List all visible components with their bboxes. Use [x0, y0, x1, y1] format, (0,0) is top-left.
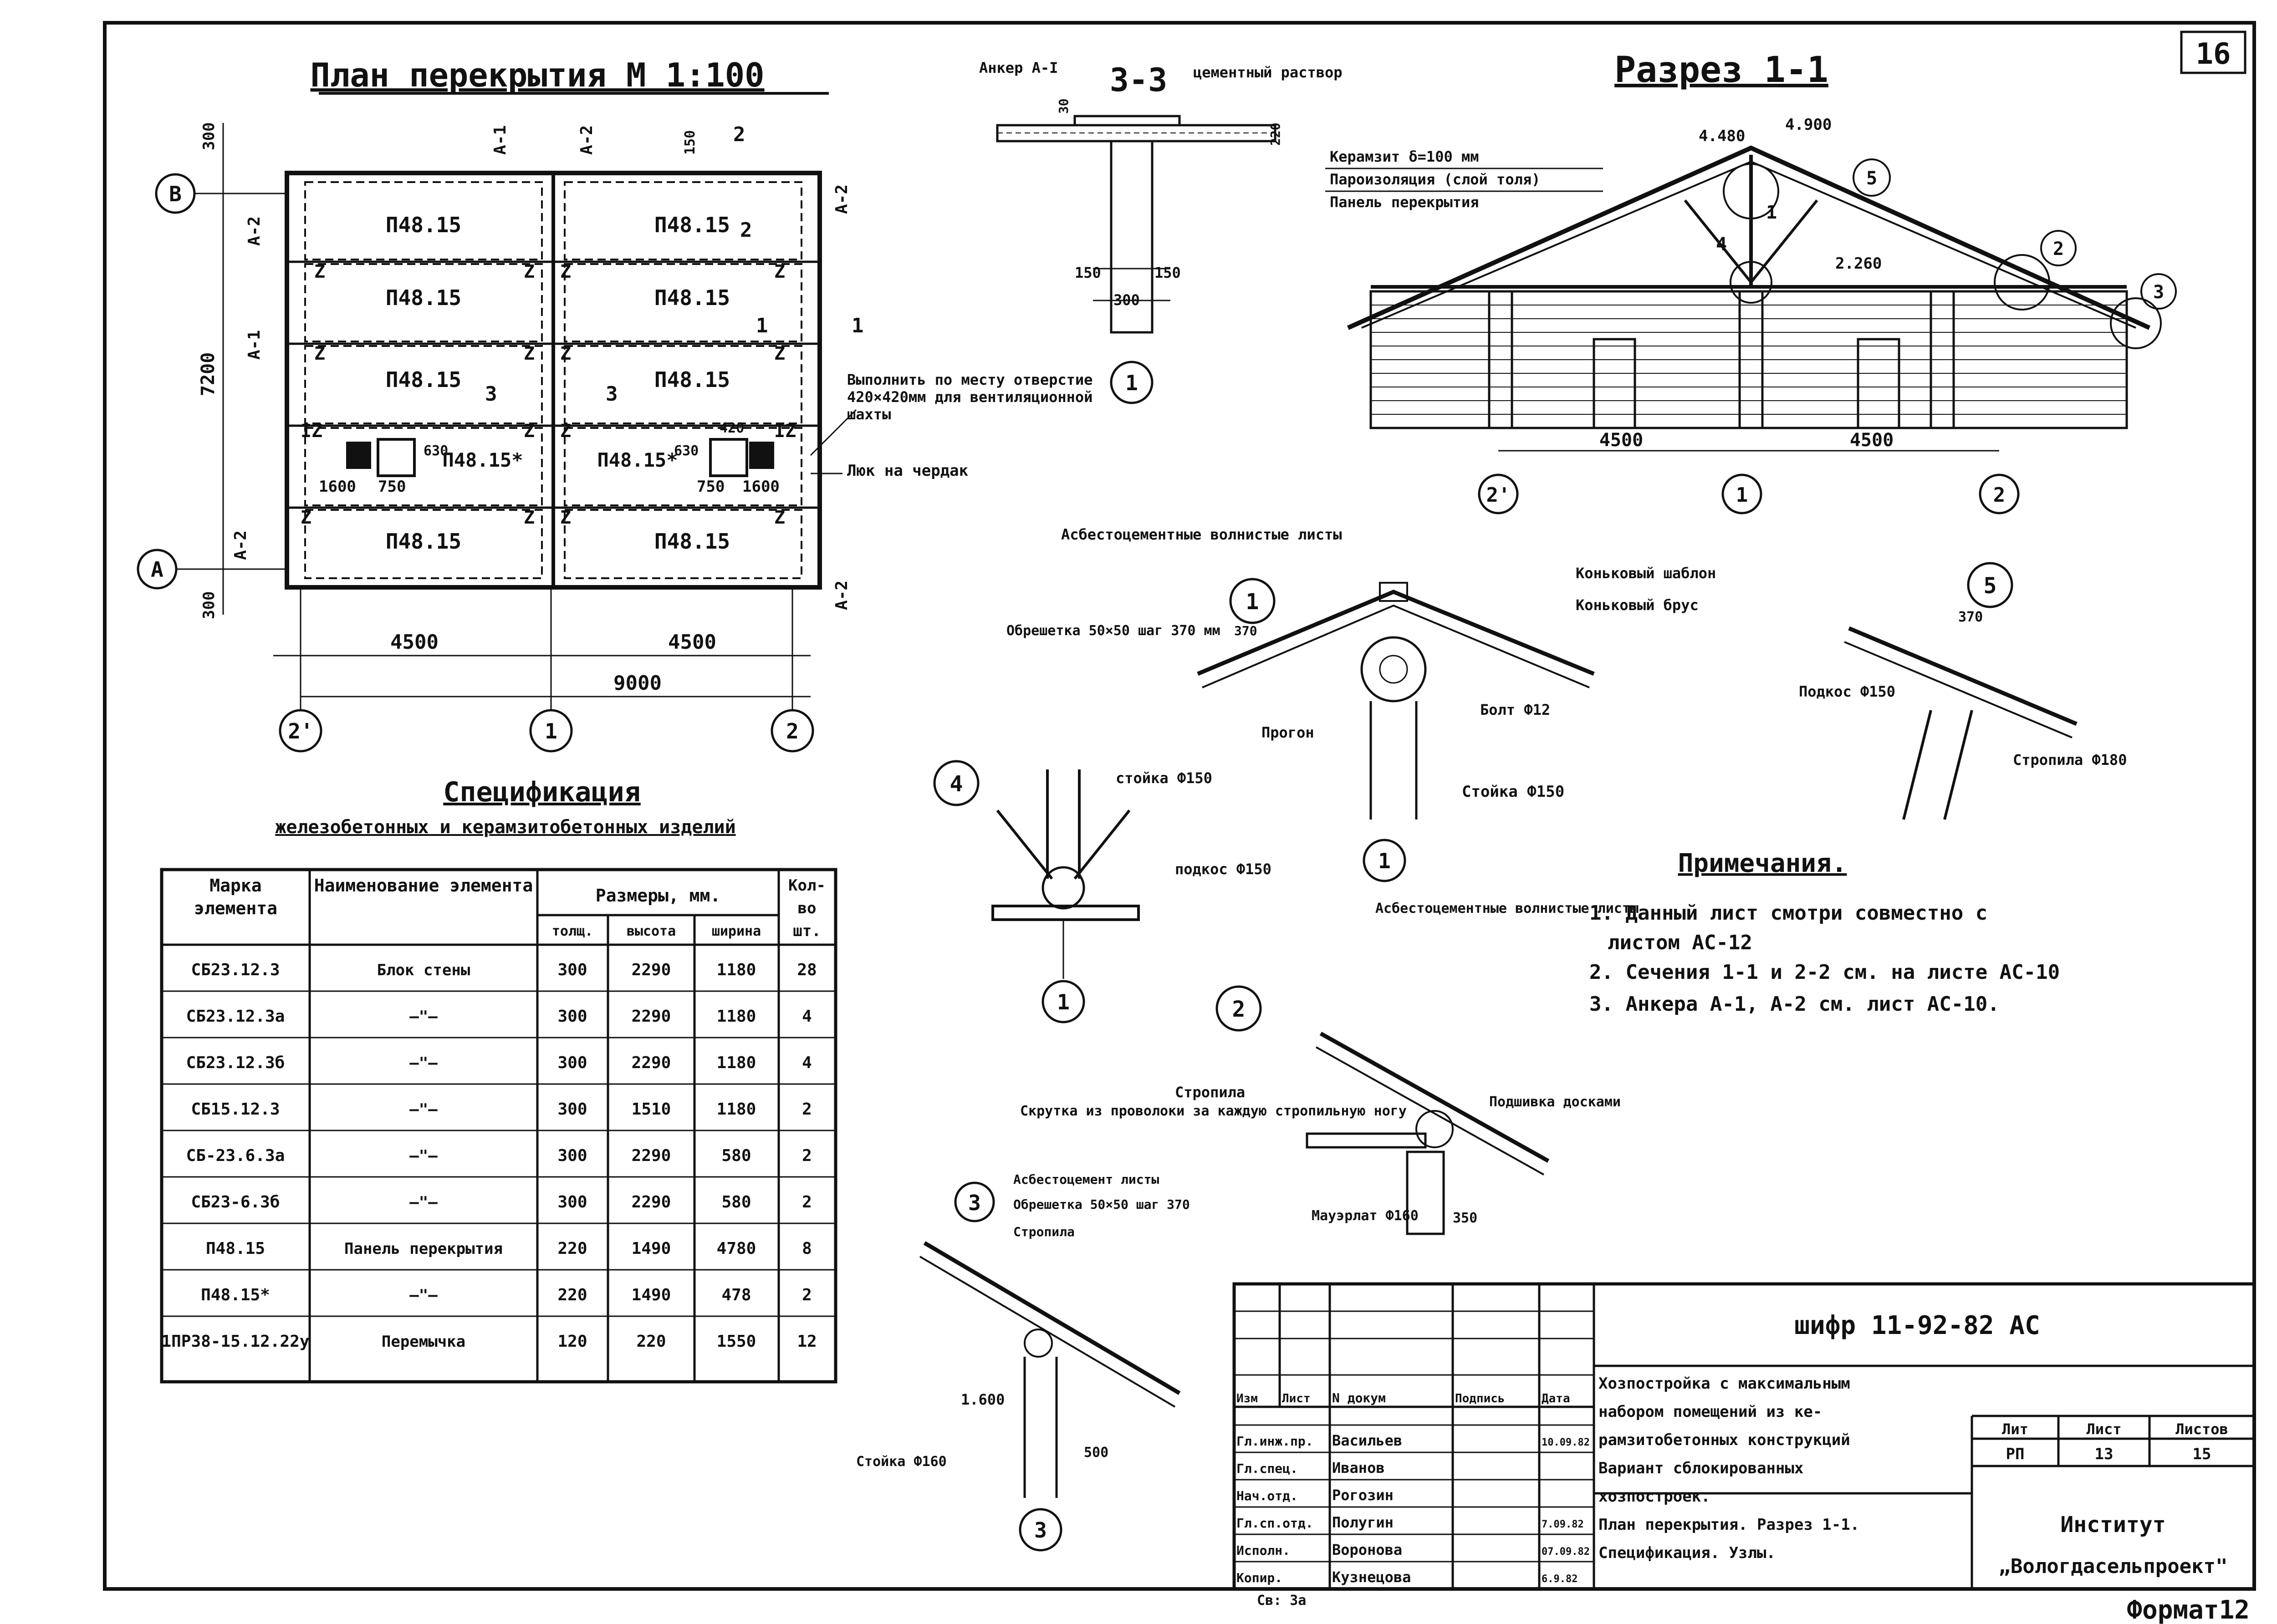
- node1-label: Стойка Ф150: [1462, 783, 1565, 801]
- spec-cell-width: 1180: [716, 961, 756, 979]
- spec-header-mark: Марка элемента: [194, 876, 278, 918]
- floor-plan: [138, 56, 1129, 751]
- stamp-role: Гл.сп.отд.: [1236, 1516, 1313, 1531]
- node-number: 5: [1983, 573, 1997, 599]
- spec-cell-height: 2290: [631, 1007, 671, 1026]
- notes: [1589, 849, 2060, 1016]
- section-mark: А-2: [832, 580, 851, 610]
- panel-label: П48.15: [654, 367, 730, 392]
- dim-label: 4500: [1849, 430, 1894, 451]
- axis-label: 1: [1057, 990, 1070, 1014]
- dim-label: 300: [200, 122, 218, 150]
- axis-label: 1: [1125, 371, 1138, 395]
- spec-cell-width: 478: [721, 1286, 751, 1304]
- spec-cell-qty: 2: [802, 1100, 812, 1119]
- dim-label: 370: [1958, 609, 1983, 625]
- spec-cell-name: —"—: [409, 1054, 438, 1072]
- section-mark: А-2: [245, 216, 264, 246]
- spec-header-dims: Размеры, мм.: [595, 886, 721, 906]
- spec-cell-thick: 300: [557, 1146, 587, 1165]
- spec-table: [162, 870, 836, 1382]
- node-1: [1006, 526, 1716, 881]
- stamp-name: Воронова: [1332, 1541, 1403, 1558]
- svg-text:Z: Z: [774, 507, 786, 528]
- spec-cell-name: Панель перекрытия: [344, 1240, 503, 1258]
- stamp-lit-header: Лит: [2002, 1420, 2028, 1438]
- dim-label: 300: [1113, 291, 1140, 309]
- spec-header-width: ширина: [711, 923, 761, 939]
- stamp-role: Исполн.: [1236, 1543, 1291, 1558]
- spec-cell-mark: П48.15*: [201, 1286, 270, 1304]
- axis-label: 2: [1993, 484, 2006, 507]
- spec-cell-width: 1180: [716, 1100, 756, 1119]
- dim-label: 220: [1268, 122, 1283, 146]
- svg-text:Z: Z: [560, 261, 572, 282]
- spec-cell-name: —"—: [409, 1147, 438, 1165]
- spec-cell-name: —"—: [409, 1286, 438, 1304]
- node-5: [1799, 563, 2127, 820]
- specification: [161, 776, 836, 1382]
- svg-text:Z: Z: [301, 507, 312, 528]
- spec-cell-qty: 2: [802, 1286, 812, 1304]
- vent-note: Выполнить по месту отверстие 420×420мм для вентиляционной шахты: [847, 371, 1093, 423]
- stamp-checked: Св: За: [1257, 1593, 1307, 1609]
- dim-label: 4500: [390, 631, 439, 654]
- section-mark: А-1: [245, 330, 264, 360]
- spec-cell-mark: СБ23.12.3а: [186, 1007, 285, 1026]
- panel-label: П48.15: [385, 285, 462, 310]
- plan-title: План перекрытия М 1:100: [310, 56, 765, 94]
- stamp-col: Подпись: [1455, 1392, 1505, 1405]
- node2-label: Скрутка из проволоки за каждую стропильную ногу: [1020, 1103, 1407, 1119]
- spec-cell-height: 2290: [631, 961, 671, 979]
- stamp-org: Институт: [2060, 1512, 2166, 1537]
- spec-cell-name: —"—: [409, 1193, 438, 1212]
- title-block: [1234, 1284, 2254, 1609]
- dim-label: 150: [1154, 264, 1181, 281]
- razrez-layer: Пароизоляция (слой толя): [1330, 171, 1541, 188]
- svg-text:Z: Z: [314, 343, 326, 364]
- svg-text:Z: Z: [560, 421, 572, 442]
- dim-label: 370: [1234, 623, 1257, 638]
- spec-cell-name: —"—: [409, 1008, 438, 1026]
- spec-cell-mark: 1ПР38-15.12.22у: [161, 1332, 310, 1351]
- node2-label: Подшивка досками: [1489, 1094, 1621, 1110]
- spec-cell-qty: 4: [802, 1007, 812, 1026]
- vent-opening: [346, 442, 371, 469]
- svg-text:Z: Z: [524, 507, 535, 528]
- svg-text:Z: Z: [560, 343, 572, 364]
- spec-cell-width: 580: [721, 1146, 751, 1165]
- spec-cell-height: 220: [636, 1332, 666, 1351]
- spec-cell-thick: 220: [557, 1239, 587, 1258]
- callout-label: 4: [1715, 234, 1727, 255]
- axis-label: В: [169, 182, 182, 206]
- node-3: [856, 1172, 1190, 1550]
- panel-label: П48.15: [654, 529, 730, 554]
- node1-label: Коньковый шаблон: [1576, 565, 1716, 582]
- spec-cell-thick: 120: [557, 1332, 587, 1351]
- spec-cell-name: —"—: [409, 1100, 438, 1119]
- stamp-name: Васильев: [1332, 1432, 1403, 1449]
- stamp-date: 07.09.82: [1542, 1546, 1590, 1558]
- stamp-name: Иванов: [1332, 1459, 1385, 1476]
- spec-cell-mark: СБ23.12.3б: [186, 1054, 285, 1072]
- node4-label: стойка Ф150: [1116, 769, 1212, 787]
- spec-header-height: высота: [626, 923, 676, 939]
- spec-cell-qty: 2: [802, 1146, 812, 1165]
- spec-cell-qty: 28: [797, 961, 817, 979]
- dim-label: 420: [720, 420, 745, 436]
- dim-label: 4500: [668, 631, 716, 654]
- spec-cell-thick: 220: [557, 1286, 587, 1304]
- dim-label: 500: [1084, 1445, 1109, 1461]
- axis-label: 2: [786, 719, 799, 743]
- axis-label: 2': [288, 719, 313, 743]
- stamp-col: N докум: [1332, 1390, 1386, 1405]
- spec-cell-height: 1490: [631, 1239, 671, 1258]
- spec-header-qty: Кол-во шт.: [788, 876, 826, 940]
- callout-label: 1: [1766, 202, 1777, 223]
- node-4: [934, 761, 1271, 1022]
- stamp-description-line: набором помещений из ке-: [1598, 1403, 1823, 1421]
- stamp-list: 13: [2094, 1445, 2114, 1463]
- svg-text:Z: Z: [774, 343, 786, 364]
- dim-label: 9000: [613, 672, 662, 695]
- spec-cell-qty: 12: [797, 1332, 817, 1351]
- section33-mortar: цементный раствор: [1193, 64, 1343, 81]
- stamp-description-line: Спецификация. Узлы.: [1598, 1544, 1776, 1562]
- spec-cell-mark: П48.15: [205, 1239, 265, 1258]
- axis-label: 3: [1034, 1518, 1047, 1543]
- spec-cell-mark: СБ-23.6.3а: [186, 1146, 285, 1165]
- dim-label: 300: [200, 591, 218, 619]
- spec-cell-mark: СБ15.12.3: [191, 1100, 280, 1119]
- dim-label: 4.900: [1785, 116, 1832, 134]
- svg-text:Z: Z: [524, 421, 535, 442]
- panel-label: П48.15: [654, 213, 730, 237]
- dim-label: 750: [697, 478, 725, 496]
- spec-cell-thick: 300: [557, 1100, 587, 1119]
- spec-title: Спецификация: [443, 776, 641, 808]
- spec-cell-thick: 300: [557, 1007, 587, 1026]
- node3-label: Стойка Ф160: [856, 1454, 947, 1470]
- callout-label: 2: [2052, 239, 2064, 260]
- node3-label: 1.600: [961, 1391, 1005, 1408]
- dim-label: 4500: [1599, 430, 1644, 451]
- stamp-role: Копир.: [1236, 1570, 1283, 1585]
- dim-label: 150: [682, 130, 698, 155]
- svg-text:Z: Z: [560, 507, 572, 528]
- section-mark: 2: [733, 123, 745, 146]
- razrez-layer: Керамзит δ=100 мм: [1330, 148, 1479, 165]
- spec-cell-thick: 300: [557, 961, 587, 979]
- note-line: 1. Данный лист смотри совместно с: [1589, 901, 1988, 925]
- spec-cell-name: Блок стены: [377, 961, 470, 979]
- note-line: листом АС-12: [1608, 931, 1752, 954]
- spec-cell-qty: 4: [802, 1054, 812, 1072]
- section-mark: 3: [485, 382, 497, 406]
- dim-label: 30: [1056, 98, 1071, 114]
- panel-label: П48.15: [385, 367, 462, 392]
- dim-label: 630: [674, 443, 699, 459]
- node4-label: подкос Ф150: [1175, 860, 1271, 878]
- spec-cell-width: 580: [721, 1193, 751, 1212]
- node-number: 1: [1246, 589, 1259, 615]
- spec-cell-thick: 300: [557, 1054, 587, 1072]
- stamp-name: Кузнецова: [1332, 1568, 1411, 1586]
- axis-label: 1: [1736, 484, 1748, 507]
- note-line: 2. Сечения 1-1 и 2-2 см. на листе АС-10: [1589, 961, 2060, 984]
- node1-label: Асбестоцементные волнистые листы: [1061, 526, 1342, 543]
- stamp-role: Гл.инж.пр.: [1236, 1434, 1313, 1449]
- stamp-code: шифр 11-92-82 АС: [1794, 1311, 2040, 1340]
- spec-cell-qty: 8: [802, 1239, 812, 1258]
- stamp-col: Изм: [1236, 1392, 1258, 1405]
- section-mark: А-2: [231, 530, 250, 560]
- panel-label: П48.15: [654, 285, 730, 310]
- section-mark: 3: [606, 382, 618, 406]
- svg-text:Z: Z: [314, 261, 326, 282]
- node5-label: Подкос Ф150: [1799, 683, 1895, 700]
- panel-label: П48.15: [385, 213, 462, 237]
- razrez-layer: Панель перекрытия: [1330, 193, 1479, 211]
- dim-label: 1600: [319, 478, 356, 496]
- spec-subtitle: железобетонных и керамзитобетонных изделий: [275, 817, 736, 838]
- node5-label: Стропила Ф180: [2013, 751, 2127, 769]
- spec-header-thick: толщ.: [551, 923, 593, 939]
- stamp-date: 7.09.82: [1542, 1519, 1584, 1530]
- axis-label: А: [151, 557, 163, 582]
- section-mark: А-2: [577, 125, 596, 155]
- node-number: 3: [968, 1191, 981, 1215]
- stamp-listov: 15: [2192, 1445, 2211, 1463]
- dim-label: 750: [378, 478, 406, 496]
- dim-label: 630: [424, 443, 449, 459]
- section-3-3: [979, 59, 1343, 403]
- stamp-list-header: Лист: [2086, 1420, 2122, 1438]
- dim-label: 150: [1075, 264, 1101, 281]
- svg-text:Z: Z: [524, 343, 535, 364]
- section-mark: 1: [852, 314, 864, 337]
- dim-label: 4.480: [1699, 127, 1746, 145]
- note-line: 3. Анкера А-1, А-2 см. лист АС-10.: [1589, 993, 2000, 1016]
- stamp-description-line: рамзитобетонных конструкций: [1598, 1431, 1850, 1449]
- section-mark: 1: [756, 314, 768, 337]
- spec-cell-height: 2290: [631, 1054, 671, 1072]
- spec-cell-thick: 300: [557, 1193, 587, 1212]
- stamp-date: 6.9.82: [1542, 1573, 1578, 1585]
- stamp-role: Нач.отд.: [1236, 1488, 1298, 1503]
- section33-title: 3-3: [1109, 61, 1168, 99]
- node1-label: Прогон: [1261, 724, 1314, 741]
- stamp-description-line: План перекрытия. Разрез 1-1.: [1598, 1516, 1860, 1534]
- stamp-col: Дата: [1542, 1392, 1570, 1405]
- spec-cell-mark: СБ23-6.3б: [191, 1193, 280, 1212]
- node2-label: Мауэрлат Ф160: [1312, 1208, 1419, 1224]
- section-mark: 2: [740, 219, 752, 242]
- spec-cell-height: 2290: [631, 1193, 671, 1212]
- dim-label: 2.260: [1835, 255, 1882, 273]
- spec-cell-qty: 2: [802, 1193, 812, 1212]
- spec-cell-height: 1490: [631, 1286, 671, 1304]
- section33-anchor: Анкер А-I: [979, 59, 1058, 76]
- node-number: 4: [950, 771, 963, 797]
- panel-label: П48.15*: [597, 449, 678, 471]
- stamp-name: Полугин: [1332, 1514, 1394, 1531]
- node1-label: Коньковый брус: [1576, 596, 1699, 614]
- svg-text:Z: Z: [524, 261, 535, 282]
- section-1-1: [1325, 50, 2176, 513]
- axis-label: 2': [1486, 484, 1511, 507]
- stamp-listov-header: Листов: [2175, 1420, 2228, 1438]
- spec-cell-width: 1180: [716, 1054, 756, 1072]
- stamp-name: Рогозин: [1332, 1487, 1394, 1504]
- stamp-org: „Вологдасельпроект": [1998, 1555, 2228, 1578]
- node2-label: Асбестоцементные волнистые листы: [1375, 901, 1639, 916]
- purlin: [1362, 637, 1425, 701]
- section-mark: А-2: [832, 184, 851, 214]
- node3-label: Асбестоцемент листы: [1013, 1172, 1159, 1187]
- spec-cell-name: Перемычка: [381, 1333, 466, 1351]
- dim-label: 350: [1453, 1210, 1478, 1226]
- spec-cell-width: 1550: [716, 1332, 756, 1351]
- svg-text:IZ: IZ: [301, 421, 323, 442]
- svg-text:Z: Z: [774, 261, 786, 282]
- node2-label: Стропила: [1175, 1084, 1246, 1101]
- axis-label: 1: [1378, 849, 1391, 873]
- stamp-lit: РП: [2006, 1445, 2025, 1463]
- stamp-col: Лист: [1282, 1392, 1311, 1405]
- dim-label: 7200: [198, 352, 219, 396]
- sheet-frame: [105, 23, 2254, 1589]
- stamp-date: 10.09.82: [1542, 1437, 1590, 1448]
- node1-label: Обрешетка 50×50 шаг 370 мм: [1006, 623, 1220, 639]
- razrez-title: Разрез 1-1: [1614, 50, 1828, 91]
- panel-label: П48.15: [385, 529, 462, 554]
- vent-opening: [749, 442, 774, 469]
- sheet-number: 16: [2195, 37, 2231, 71]
- spec-cell-height: 1510: [631, 1100, 671, 1119]
- node-number: 2: [1232, 997, 1246, 1022]
- stamp-description-line: Вариант сблокированных: [1598, 1459, 1804, 1477]
- svg-text:IZ: IZ: [774, 421, 796, 442]
- node1-label: Болт Ф12: [1480, 701, 1551, 718]
- axis-label: 1: [545, 719, 557, 743]
- dim-label: 1600: [742, 478, 780, 496]
- spec-cell-width: 4780: [716, 1239, 756, 1258]
- stamp-description-line: хозпостроек.: [1598, 1487, 1710, 1506]
- hatch-note: Люк на чердак: [847, 462, 969, 480]
- panel-label: П48.15*: [442, 449, 523, 471]
- hatch-opening: [710, 439, 747, 476]
- notes-title: Примечания.: [1678, 849, 1847, 878]
- hatch-opening: [378, 439, 414, 476]
- stamp-description-line: Хозпостройка с максимальным: [1598, 1375, 1850, 1393]
- callout-label: 3: [2153, 282, 2165, 303]
- spec-cell-width: 1180: [716, 1007, 756, 1026]
- stamp-role: Гл.спец.: [1236, 1461, 1298, 1476]
- spec-cell-height: 2290: [631, 1146, 671, 1165]
- section-mark: А-1: [491, 125, 510, 155]
- node3-label: Обрешетка 50×50 шаг 370: [1013, 1197, 1190, 1212]
- callout-label: 5: [1866, 168, 1878, 189]
- node3-label: Стропила: [1013, 1224, 1075, 1239]
- spec-cell-mark: СБ23.12.3: [191, 961, 280, 979]
- spec-header-name: Наименование элемента: [314, 876, 533, 896]
- format-label: Формат12: [2127, 1595, 2250, 1624]
